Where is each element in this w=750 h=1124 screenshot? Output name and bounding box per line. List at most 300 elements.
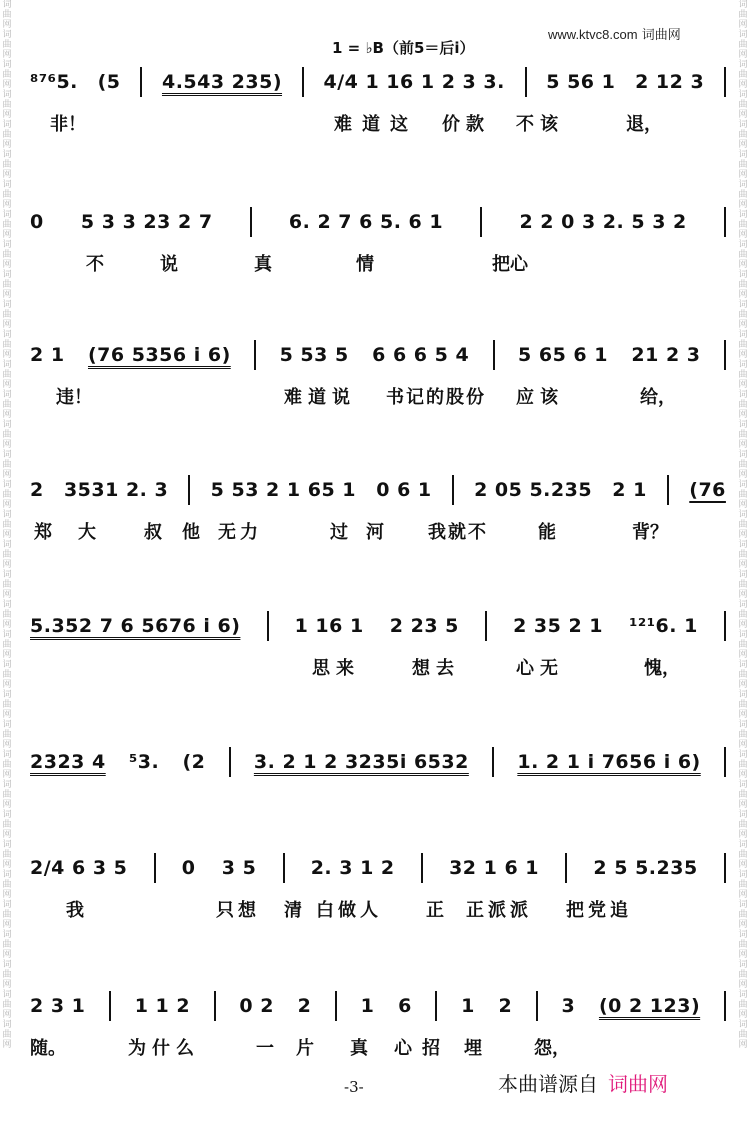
- watermark-char: 网: [738, 650, 748, 660]
- watermark-char: 曲: [2, 310, 12, 320]
- watermark-char: 曲: [2, 790, 12, 800]
- watermark-char: 曲: [2, 250, 12, 260]
- measure: 2/4 6 3 5: [30, 857, 128, 879]
- lyric: 心: [394, 1038, 412, 1059]
- bar-line: [667, 475, 669, 505]
- watermark-char: 词: [738, 630, 748, 640]
- lyric: 正: [426, 900, 444, 921]
- watermark-char: 词: [2, 660, 12, 670]
- watermark-char: 曲: [2, 640, 12, 650]
- bar-line: [525, 67, 527, 97]
- watermark-char: 词: [738, 750, 748, 760]
- score-system-3: [30, 335, 726, 455]
- watermark-char: 网: [738, 80, 748, 90]
- watermark-char: 网: [738, 950, 748, 960]
- watermark-char: 曲: [738, 670, 748, 680]
- measure: 5.352 7 6 5676 i 6): [30, 615, 241, 637]
- measure: 2 23 5: [389, 615, 459, 637]
- watermark-char: 词: [2, 180, 12, 190]
- bar-line: [480, 207, 482, 237]
- measure: 2 35 2 1: [513, 615, 604, 637]
- lyrics-line: [30, 518, 726, 548]
- watermark-char: 曲: [738, 550, 748, 560]
- watermark-char: 网: [2, 950, 12, 960]
- lyric: 为什么: [128, 1038, 200, 1059]
- measure: 2: [30, 479, 44, 501]
- watermark-char: 网: [2, 980, 12, 990]
- source-brand[interactable]: 词曲网: [608, 1072, 668, 1096]
- bar-line: [140, 67, 142, 97]
- bar-line: [724, 747, 726, 777]
- watermark-char: 网: [2, 470, 12, 480]
- watermark-char: 网: [738, 290, 748, 300]
- left-watermark-strip: [0, 0, 14, 1124]
- bar-line: [267, 611, 269, 641]
- lyric: 违！: [56, 387, 92, 408]
- bar-line: [254, 340, 256, 370]
- bar-line: [493, 340, 495, 370]
- watermark-char: 网: [738, 530, 748, 540]
- lyric: 他: [182, 522, 200, 543]
- lyric: 叔: [144, 522, 162, 543]
- bar-line: [421, 853, 423, 883]
- watermark-char: 词: [738, 510, 748, 520]
- site-header: [548, 24, 681, 43]
- watermark-char: 网: [2, 1040, 12, 1050]
- watermark-char: 网: [738, 230, 748, 240]
- measure: 0 6 1: [376, 479, 432, 501]
- watermark-char: 词: [738, 450, 748, 460]
- watermark-char: 词: [2, 780, 12, 790]
- bar-line: [724, 207, 726, 237]
- watermark-char: 曲: [2, 490, 12, 500]
- watermark-char: 网: [2, 710, 12, 720]
- bar-line: [283, 853, 285, 883]
- watermark-char: 曲: [2, 10, 12, 20]
- score-system-4: [30, 470, 726, 590]
- notation-line: [30, 202, 726, 242]
- bar-line: [229, 747, 231, 777]
- lyric: 不: [86, 254, 104, 275]
- watermark-char: 网: [2, 740, 12, 750]
- measure: 2 12 3: [635, 71, 705, 93]
- watermark-char: 网: [2, 260, 12, 270]
- watermark-char: 曲: [738, 310, 748, 320]
- watermark-char: 词: [738, 690, 748, 700]
- watermark-char: 曲: [738, 130, 748, 140]
- watermark-char: 词: [738, 300, 748, 310]
- measure: 3: [561, 995, 576, 1017]
- watermark-char: 曲: [2, 1030, 12, 1040]
- measure: (76 5356 i 6): [87, 344, 231, 366]
- watermark-char: 词: [2, 720, 12, 730]
- watermark-char: 网: [2, 530, 12, 540]
- watermark-char: 曲: [2, 580, 12, 590]
- lyric: 说: [160, 254, 178, 275]
- measure: 5 65 6 1: [518, 344, 608, 366]
- measure: 2: [297, 995, 312, 1017]
- measure: (5: [97, 71, 121, 93]
- watermark-char: 网: [738, 500, 748, 510]
- measure: ⁵3.: [128, 751, 160, 773]
- watermark-char: 词: [2, 90, 12, 100]
- watermark-char: 网: [738, 980, 748, 990]
- watermark-char: 网: [738, 410, 748, 420]
- measure: 3 5: [221, 857, 257, 879]
- score-system-2: [30, 202, 726, 322]
- watermark-char: 词: [2, 210, 12, 220]
- watermark-char: 曲: [2, 610, 12, 620]
- watermark-char: 网: [738, 710, 748, 720]
- watermark-char: 网: [738, 1040, 748, 1050]
- watermark-char: 词: [738, 210, 748, 220]
- watermark-char: 网: [2, 290, 12, 300]
- watermark-char: 曲: [2, 70, 12, 80]
- bar-line: [214, 991, 216, 1021]
- measure: 2 1: [612, 479, 647, 501]
- lyric: 把心: [492, 254, 528, 275]
- watermark-char: 曲: [2, 1000, 12, 1010]
- lyric: 清: [284, 900, 302, 921]
- watermark-char: 网: [2, 860, 12, 870]
- watermark-char: 网: [738, 50, 748, 60]
- watermark-char: 词: [738, 540, 748, 550]
- bar-line: [492, 747, 494, 777]
- watermark-char: 词: [2, 360, 12, 370]
- watermark-char: 曲: [738, 10, 748, 20]
- watermark-char: 网: [2, 620, 12, 630]
- watermark-char: 词: [738, 420, 748, 430]
- lyric: 我就不: [428, 522, 488, 543]
- watermark-char: 网: [2, 170, 12, 180]
- bar-line: [724, 611, 726, 641]
- watermark-char: 网: [738, 320, 748, 330]
- watermark-char: 曲: [2, 970, 12, 980]
- measure: 1 16 1: [294, 615, 364, 637]
- watermark-char: 曲: [2, 370, 12, 380]
- lyric: 河: [366, 522, 384, 543]
- measure: 3. 2 1 2 3235i 6532: [253, 751, 469, 773]
- watermark-char: 曲: [2, 160, 12, 170]
- measure: ⁸⁷⁶5.: [30, 71, 78, 93]
- lyric: 大: [78, 522, 96, 543]
- watermark-char: 曲: [738, 760, 748, 770]
- watermark-char: 词: [2, 870, 12, 880]
- key-signature: 1 = ♭B（前5＝后i）: [332, 39, 475, 57]
- measure: 0 2: [239, 995, 274, 1017]
- watermark-char: 曲: [2, 850, 12, 860]
- page-number: -3-: [344, 1078, 364, 1096]
- watermark-char: 词: [738, 60, 748, 70]
- lyric: 价款: [442, 114, 490, 135]
- watermark-char: 曲: [2, 190, 12, 200]
- watermark-char: 词: [2, 930, 12, 940]
- watermark-char: 网: [2, 920, 12, 930]
- watermark-char: 词: [738, 1020, 748, 1030]
- watermark-char: 词: [2, 300, 12, 310]
- watermark-char: 词: [738, 930, 748, 940]
- measure: 0: [30, 211, 44, 233]
- lyric: 把党追: [566, 900, 632, 921]
- watermark-char: 曲: [738, 490, 748, 500]
- lyric: 只想: [216, 900, 260, 921]
- lyric: 我: [66, 900, 84, 921]
- source-credit: [498, 1068, 668, 1097]
- lyric: 真: [350, 1038, 368, 1059]
- lyric: 愧，: [644, 658, 680, 679]
- score-system-1: [30, 62, 726, 182]
- lyric: 心无: [516, 658, 564, 679]
- watermark-char: 网: [738, 920, 748, 930]
- watermark-char: 曲: [738, 160, 748, 170]
- watermark-char: 词: [738, 810, 748, 820]
- notation-line: [30, 848, 726, 888]
- measure: 5 53 2 1 65 1: [210, 479, 357, 501]
- measure: 5 56 1: [546, 71, 616, 93]
- lyric: 能: [538, 522, 556, 543]
- watermark-char: 曲: [738, 250, 748, 260]
- watermark-char: 网: [2, 50, 12, 60]
- measure: 1. 2 1 i 7656 i 6): [517, 751, 701, 773]
- watermark-char: 词: [738, 180, 748, 190]
- watermark-char: 曲: [738, 790, 748, 800]
- lyric: 真: [254, 254, 272, 275]
- measure: 1: [360, 995, 375, 1017]
- watermark-char: 词: [738, 240, 748, 250]
- lyric: 片: [296, 1038, 314, 1059]
- measure: 1 1 2: [134, 995, 191, 1017]
- notation-line: [30, 62, 726, 102]
- lyrics-line: [30, 1034, 726, 1064]
- watermark-char: 网: [738, 560, 748, 570]
- watermark-char: 网: [738, 470, 748, 480]
- watermark-char: 网: [738, 740, 748, 750]
- site-url[interactable]: www.ktvc8.com: [548, 27, 638, 42]
- watermark-char: 词: [2, 900, 12, 910]
- watermark-char: 曲: [2, 280, 12, 290]
- lyric: 随。: [30, 1038, 66, 1059]
- lyrics-line: [30, 896, 726, 926]
- watermark-char: 曲: [738, 970, 748, 980]
- measure: (2: [182, 751, 206, 773]
- bar-line: [724, 340, 726, 370]
- watermark-char: 网: [738, 770, 748, 780]
- watermark-char: 曲: [738, 1000, 748, 1010]
- watermark-char: 网: [738, 140, 748, 150]
- bar-line: [724, 853, 726, 883]
- watermark-char: 词: [738, 600, 748, 610]
- watermark-char: 词: [738, 870, 748, 880]
- watermark-char: 词: [738, 780, 748, 790]
- watermark-char: 曲: [738, 910, 748, 920]
- lyric: 想去: [412, 658, 460, 679]
- site-name[interactable]: 词曲网: [641, 28, 681, 43]
- watermark-char: 词: [2, 690, 12, 700]
- watermark-char: 曲: [2, 820, 12, 830]
- watermark-char: 词: [2, 330, 12, 340]
- watermark-char: 网: [2, 380, 12, 390]
- watermark-char: 曲: [738, 1030, 748, 1040]
- watermark-char: 曲: [738, 820, 748, 830]
- watermark-char: 曲: [2, 130, 12, 140]
- bar-line: [452, 475, 454, 505]
- watermark-char: 网: [738, 860, 748, 870]
- watermark-char: 曲: [738, 280, 748, 290]
- lyric: 书记的股份: [386, 387, 486, 408]
- watermark-char: 网: [2, 350, 12, 360]
- watermark-char: 曲: [2, 700, 12, 710]
- lyric: 怨，: [534, 1038, 570, 1059]
- watermark-char: 网: [2, 200, 12, 210]
- measure: 32 1 6 1: [449, 857, 540, 879]
- lyric: 过: [330, 522, 348, 543]
- watermark-char: 曲: [738, 700, 748, 710]
- lyric: 无力: [218, 522, 262, 543]
- measure: 6 6 6 5 4: [372, 344, 470, 366]
- watermark-char: 词: [2, 840, 12, 850]
- watermark-char: 曲: [2, 220, 12, 230]
- lyric: 退，: [626, 114, 662, 135]
- watermark-char: 网: [738, 200, 748, 210]
- watermark-char: 曲: [738, 400, 748, 410]
- watermark-char: 网: [2, 410, 12, 420]
- watermark-char: 曲: [738, 640, 748, 650]
- source-label: 本曲谱源自: [498, 1072, 598, 1096]
- measure: 2 05 5.235: [474, 479, 593, 501]
- lyric: 难道说: [284, 387, 356, 408]
- watermark-char: 曲: [738, 70, 748, 80]
- bar-line: [724, 67, 726, 97]
- watermark-char: 网: [738, 680, 748, 690]
- watermark-char: 词: [2, 60, 12, 70]
- watermark-char: 词: [2, 990, 12, 1000]
- score-system-6: [30, 742, 726, 862]
- measure: (0 2 123): [598, 995, 701, 1017]
- watermark-char: 网: [738, 620, 748, 630]
- watermark-char: 曲: [2, 40, 12, 50]
- watermark-char: 词: [2, 600, 12, 610]
- watermark-char: 词: [738, 120, 748, 130]
- watermark-char: 曲: [2, 760, 12, 770]
- watermark-char: 曲: [2, 730, 12, 740]
- bar-line: [250, 207, 252, 237]
- watermark-char: 词: [2, 420, 12, 430]
- watermark-char: 网: [2, 680, 12, 690]
- watermark-char: 曲: [2, 100, 12, 110]
- lyric: 正派派: [466, 900, 532, 921]
- watermark-char: 词: [2, 120, 12, 130]
- watermark-char: 曲: [2, 430, 12, 440]
- watermark-char: 曲: [738, 220, 748, 230]
- watermark-char: 网: [738, 890, 748, 900]
- watermark-char: 词: [738, 390, 748, 400]
- measure: 2 5 5.235: [593, 857, 698, 879]
- watermark-char: 词: [2, 30, 12, 40]
- bar-line: [109, 991, 111, 1021]
- measure: 2 3 1: [30, 995, 86, 1017]
- bar-line: [335, 991, 337, 1021]
- watermark-char: 词: [2, 150, 12, 160]
- watermark-char: 词: [2, 390, 12, 400]
- watermark-char: 曲: [738, 520, 748, 530]
- notation-line: [30, 742, 726, 782]
- measure: 4/4 1 16 1 2 3 3.: [323, 71, 505, 93]
- lyric: 白做人: [316, 900, 382, 921]
- watermark-char: 词: [738, 840, 748, 850]
- watermark-char: 曲: [738, 370, 748, 380]
- watermark-char: 词: [738, 570, 748, 580]
- watermark-char: 词: [738, 0, 748, 10]
- watermark-char: 曲: [2, 670, 12, 680]
- watermark-char: 网: [738, 830, 748, 840]
- lyric: 非！: [50, 114, 86, 135]
- measure: 2 1: [30, 344, 65, 366]
- watermark-char: 曲: [738, 430, 748, 440]
- measure: 0: [181, 857, 196, 879]
- measure: (76: [689, 479, 726, 501]
- watermark-char: 词: [2, 450, 12, 460]
- watermark-char: 网: [2, 500, 12, 510]
- watermark-char: 网: [2, 890, 12, 900]
- measure: 5 53 5: [279, 344, 349, 366]
- watermark-char: 网: [738, 800, 748, 810]
- watermark-char: 词: [738, 30, 748, 40]
- lyric: 郑: [34, 522, 52, 543]
- measure: 1: [461, 995, 475, 1017]
- bar-line: [302, 67, 304, 97]
- watermark-char: 网: [738, 440, 748, 450]
- watermark-char: 词: [2, 750, 12, 760]
- watermark-char: 网: [738, 110, 748, 120]
- watermark-char: 曲: [2, 910, 12, 920]
- lyrics-line: [30, 654, 726, 684]
- watermark-char: 曲: [738, 940, 748, 950]
- watermark-char: 网: [2, 110, 12, 120]
- watermark-char: 网: [2, 80, 12, 90]
- watermark-char: 曲: [2, 940, 12, 950]
- watermark-char: 词: [2, 480, 12, 490]
- watermark-char: 曲: [738, 190, 748, 200]
- score-system-5: [30, 606, 726, 726]
- watermark-char: 词: [2, 540, 12, 550]
- lyric: 埋: [464, 1038, 482, 1059]
- measure: 4.543 235): [161, 71, 283, 93]
- watermark-char: 曲: [2, 340, 12, 350]
- lyric: 一: [256, 1038, 274, 1059]
- watermark-char: 网: [2, 140, 12, 150]
- bar-line: [435, 991, 437, 1021]
- lyrics-line: [30, 383, 726, 413]
- watermark-char: 词: [738, 360, 748, 370]
- watermark-char: 网: [2, 650, 12, 660]
- measure: 6. 2 7 6 5. 6 1: [288, 211, 444, 233]
- watermark-char: 网: [738, 170, 748, 180]
- watermark-char: 词: [2, 810, 12, 820]
- lyric: 情: [356, 254, 374, 275]
- measure: 2323 4: [30, 751, 106, 773]
- watermark-char: 网: [738, 260, 748, 270]
- watermark-char: 网: [2, 800, 12, 810]
- lyric: 招: [422, 1038, 440, 1059]
- right-watermark-strip: [736, 0, 750, 1124]
- watermark-char: 曲: [2, 880, 12, 890]
- watermark-char: 词: [738, 90, 748, 100]
- measure: ¹²¹6. 1: [629, 615, 698, 637]
- watermark-char: 网: [738, 20, 748, 30]
- watermark-char: 词: [738, 660, 748, 670]
- watermark-char: 词: [2, 1020, 12, 1030]
- watermark-char: 网: [738, 1010, 748, 1020]
